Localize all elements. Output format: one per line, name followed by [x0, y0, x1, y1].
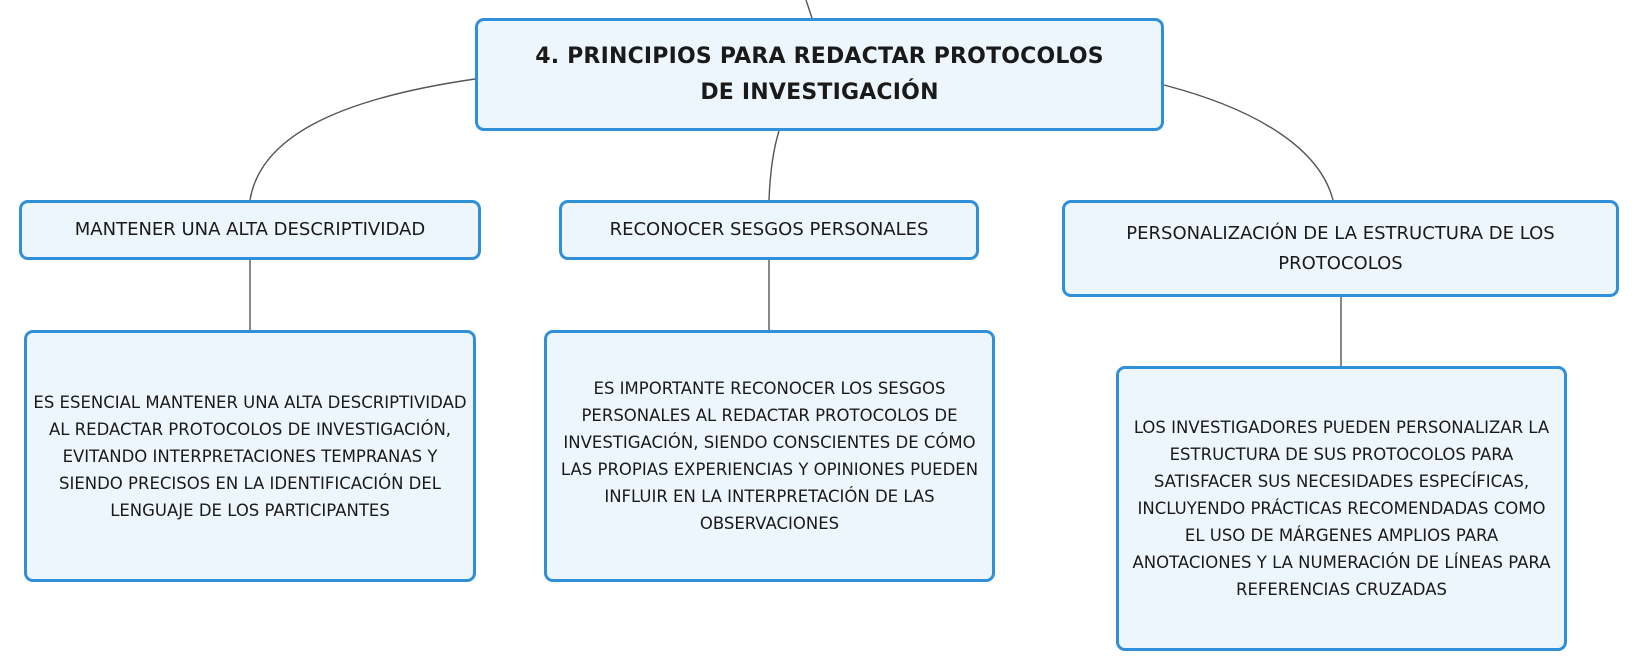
- detail-node-personalizacion[interactable]: [1116, 366, 1567, 651]
- detail-node-sesgos[interactable]: [544, 330, 995, 582]
- connector-root-to-branch-2: [769, 131, 779, 200]
- root-topic-node[interactable]: [475, 18, 1164, 131]
- branch-label: PERSONALIZACIÓN DE LA ESTRUCTURA DE LOS PROTOCOLOS: [1126, 222, 1555, 274]
- branch-node-personalizacion[interactable]: [1062, 200, 1619, 297]
- detail-text: ES IMPORTANTE RECONOCER LOS SESGOS PERSONALES AL REDACTAR PROTOCOLOS DE INVESTIGACIÓN, SIENDO CONSCIENTES DE CÓMO LAS PROPIAS EXPERIENCIAS Y OPINIONES PUEDEN INFLUIR EN LA INTERPRETACIÓN DE LAS OBSERVACIONES: [560, 379, 979, 533]
- connector-root-to-branch-1: [250, 79, 475, 200]
- branch-label: MANTENER UNA ALTA DESCRIPTIVIDAD: [74, 219, 426, 240]
- detail-text: LOS INVESTIGADORES PUEDEN PERSONALIZAR LA ESTRUCTURA DE SUS PROTOCOLOS PARA SATISFACER SUS NECESIDADES ESPECÍFICAS, INCLUYENDO PRÁCTICAS RECOMENDADAS COMO EL USO DE MÁRGENES AMPLIOS PARA ANOTACIONES Y LA NUMERACIÓN DE LÍNEAS PARA REFERENCIAS CRUZADAS: [1132, 418, 1551, 599]
- branch-label: RECONOCER SESGOS PERSONALES: [609, 219, 929, 240]
- branch-node-sesgos[interactable]: [559, 200, 979, 260]
- connector-root-to-branch-3: [1164, 85, 1333, 200]
- detail-text: ES ESENCIAL MANTENER UNA ALTA DESCRIPTIVIDAD AL REDACTAR PROTOCOLOS DE INVESTIGACIÓN, EVITANDO INTERPRETACIONES TEMPRANAS Y SIENDO PRECISOS EN LA IDENTIFICACIÓN DEL LENGUAJE DE LOS PARTICIPANTES: [33, 392, 467, 520]
- connector-parent-to-root: [806, 0, 812, 18]
- branch-node-descriptividad[interactable]: [19, 200, 481, 260]
- detail-node-descriptividad[interactable]: [24, 330, 476, 582]
- root-topic-title: 4. PRINCIPIOS PARA REDACTAR PROTOCOLOS DE INVESTIGACIÓN: [535, 43, 1104, 105]
